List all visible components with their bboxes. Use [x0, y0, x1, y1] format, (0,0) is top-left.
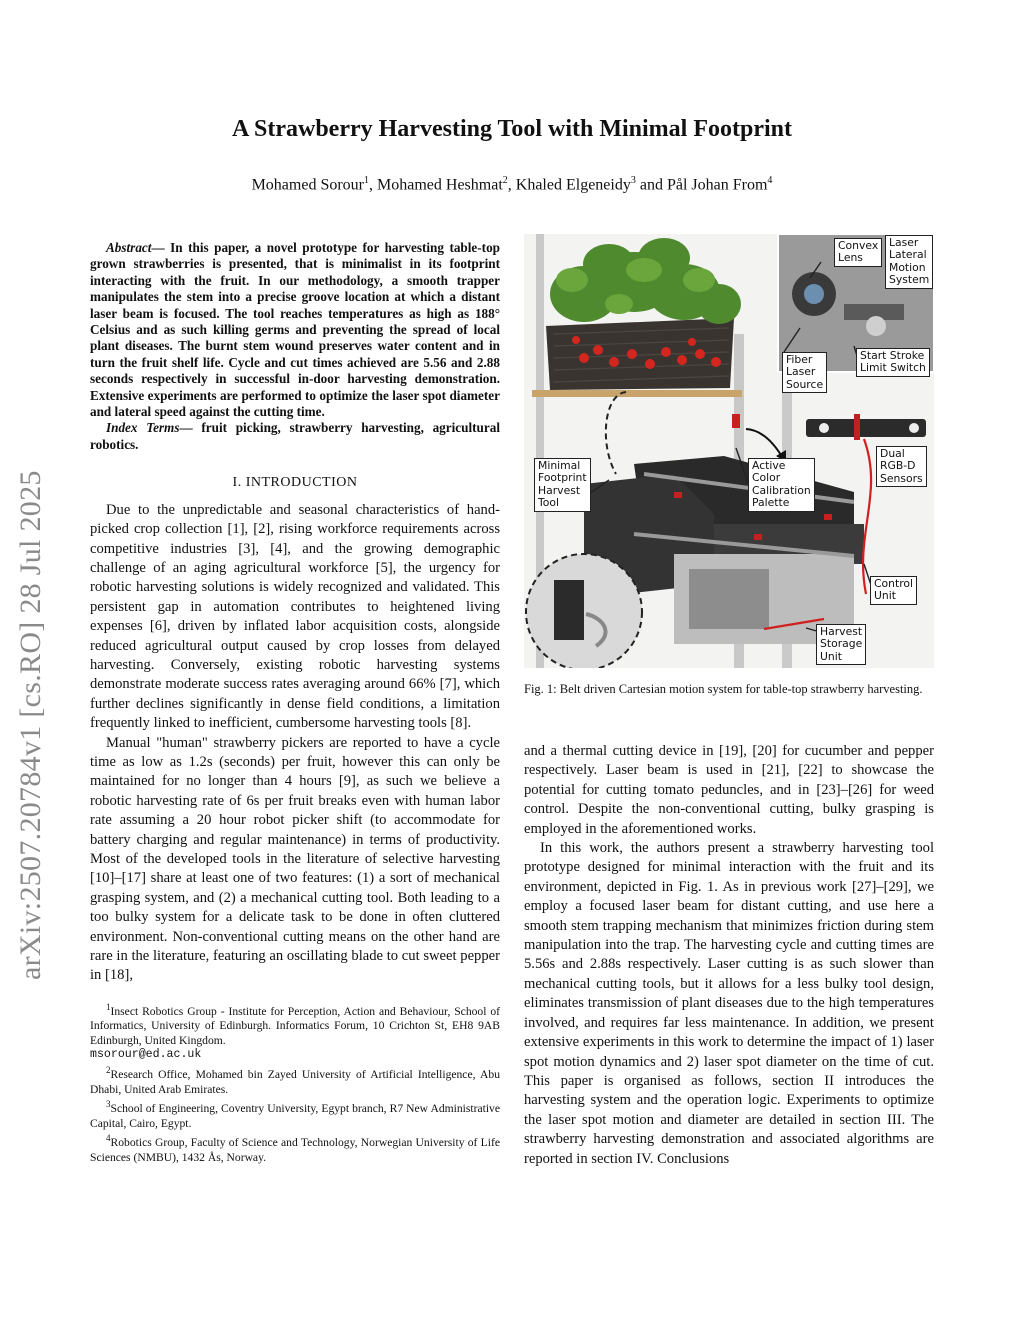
- author-affiliation-mark: 2: [502, 175, 508, 186]
- section-number: I.: [232, 475, 242, 491]
- label-laser-lateral-motion-system: Laser Lateral Motion System: [885, 235, 933, 289]
- footnote: $^3$School of Engineering, Coventry University, Egypt branch, R7 New Administrative Capital, Cairo, Egypt.: [90, 1099, 500, 1130]
- label-convex-lens: Convex Lens: [834, 238, 882, 267]
- right-column: [524, 742, 934, 1169]
- author-name: Pål Johan From: [666, 176, 768, 194]
- label-active-color-calibration-palette: Active Color Calibration Palette: [748, 458, 815, 512]
- footnote-text: School of Engineering, Coventry University, Egypt branch, R7 New Administrative Capital, Cairo, Egypt.: [90, 1101, 500, 1130]
- body-paragraph: Manual "human" strawberry pickers are reported to have a cycle time as low as 1.2s (seconds) per fruit, however this can only be maintained for no longer than 4 hours [9], as such we believe a robotic harvesting rate of 6s per fruit breaks even with human labor rate assuming a 20 hour robot picker shift (to accommodate for battery charging and regular maintenance) in terms of productivity. Most of the developed tools in the literature of selective harvesting [10]–[17] share at least one of two features: (1) a sort of mechanical grasping system, and (2) a mechanical cutting tool. Both leading to a too bulky system for a delicate task to be done in often cluttered environment. Non-conventional cutting means on the other hand are rare in the literature, featuring an oscillating blade to cut sweet pepper in [18],: [90, 734, 500, 984]
- figure-caption: Fig. 1: Belt driven Cartesian motion system for table-top strawberry harvesting.: [524, 682, 923, 696]
- figure-1: [524, 234, 934, 668]
- section-title: INTRODUCTION: [245, 475, 358, 491]
- footnote-text: Robotics Group, Faculty of Science and Technology, Norwegian University of Life Sciences (NMBU), 1432 Ås, Norway.: [90, 1136, 500, 1164]
- footnotes: [90, 1000, 500, 1165]
- left-column: [90, 240, 500, 1165]
- arxiv-stamp: arXiv:2507.20784v1 [cs.RO] 28 Jul 2025: [14, 470, 47, 980]
- body-paragraph: and a thermal cutting device in [19], [20] for cucumber and pepper respectively. Laser beam is used in [21], [22] to showcase the potential for cutting tomato peduncles, and in [23]–[26] for weed control. Despite the non-conventional cutting, bulky grasping is employed in the aforementioned works.: [524, 743, 934, 837]
- author-name: Khaled Elgeneidy: [515, 176, 631, 194]
- abstract: [90, 240, 500, 420]
- footnote: $^1$Insect Robotics Group - Institute for Perception, Action and Behaviour, School of Informatics, University of Edinburgh. Informatics Forum, 10 Crichton St, EH8 9AB Edinburgh, United Kingdom.: [90, 1001, 500, 1047]
- index-terms: [90, 420, 500, 453]
- author-affiliation-mark: 4: [767, 175, 773, 186]
- index-terms-text: — fruit picking, strawberry harvesting, agricultural robotics.: [90, 420, 500, 452]
- body-paragraph: In this work, the authors present a strawberry harvesting tool prototype designed for minimal interaction with the fruit and its environment, depicted in Fig. 1. As in previous work [27]–[29], we employ a focused laser beam for distant cutting, and use here a smooth stem trapping mechanism that minimizes friction during stem manipulation into the trap. The harvesting cycle and cutting times are 5.56s and 2.88s respectively. Laser cutting is as such slower than mechanical cutting tools, but it allows for a less bulky tool design, eliminates transmission of plant diseases due to the high temperatures involved, and requires far less maintenance. In addition, we present extensive experiments in this work to determine the impact of 1) laser spot motion dynamics and 2) laser spot diameter on the time of cut. This paper is organised as follows, section II introduces the harvesting system and the operation logic. Experiments to optimize the laser spot motion and diameter are detailed in section III. The strawberry harvesting demonstration and associated algorithms are reported in section IV. Conclusions: [524, 840, 934, 1167]
- label-dual-rgbd-sensors: Dual RGB-D Sensors: [876, 446, 927, 487]
- footnote-text: Insect Robotics Group - Institute for Perception, Action and Behaviour, School of Informatics, University of Edinburgh. Informatics Forum, 10 Crichton St, EH8 9AB Edinburgh, United Kingdom.: [90, 1004, 500, 1047]
- author-affiliation-mark: 1: [364, 175, 370, 186]
- author-affiliation-mark: 3: [630, 175, 636, 186]
- author-name: Mohamed Heshmat: [377, 176, 503, 194]
- label-harvest-storage-unit: Harvest Storage Unit: [816, 624, 866, 665]
- author-name: Mohamed Sorour: [251, 176, 365, 194]
- paper-title: A Strawberry Harvesting Tool with Minimal Footprint: [232, 116, 792, 142]
- author-list: Mohamed Sorour$^1$, Mohamed Heshmat$^2$, Khaled Elgeneidy$^3$ and Pål Johan From$^4$: [251, 175, 773, 194]
- body-paragraph: Due to the unpredictable and seasonal characteristics of hand-picked crop collection [1], [2], rising workforce requirements across competitive industries [3], [4], and the growing demographic challenge of an aging agricultural workforce [5], the urgency for robotic harvesting solutions is widely recognized and validated. This persistent gap in automation contributes to heightened living expenses [6], driven by inflated labor acquisition costs, alongside reduced agricultural output caused by crop losses from delayed harvesting. Conversely, existing robotic harvesting systems demonstrate moderate success rates averaging around 66% [7], which further declines significantly in dense field conditions, a limitation frequently linked to inefficient, cumbersome harvesting tools [8].: [90, 501, 500, 732]
- label-start-stroke-limit-switch: Start Stroke Limit Switch: [856, 348, 930, 377]
- abstract-lead: Abstract: [106, 240, 152, 255]
- footnote-text: Research Office, Mohamed bin Zayed University of Artificial Intelligence, Abu Dhabi, United Arab Emirates.: [90, 1067, 500, 1096]
- index-terms-lead: Index Terms: [106, 420, 180, 436]
- label-control-unit: Control Unit: [870, 576, 917, 605]
- section-heading: [90, 473, 500, 492]
- abstract-text: — In this paper, a novel prototype for harvesting table-top grown strawberries is presented, that is minimalist in its footprint interacting with the fruit. In our methodology, a smooth trapper manipulates the stem into a precise groove location at which a distant laser beam is focused. The tool reaches temperatures as high as 188° Celsius and as such killing germs and preventing the spread of local plant diseases. The burnt stem wound preserves water content and in turn the fruit shelf life. Cycle and cut times achieved are 5.56 and 2.88 seconds respectively in successful in-door harvesting demonstration. Extensive experiments are performed to optimize the laser spot diameter and lateral speed against the cutting time.: [90, 240, 500, 420]
- footnote: $^4$Robotics Group, Faculty of Science and Technology, Norwegian University of Life Sciences (NMBU), 1432 Ås, Norway.: [90, 1133, 500, 1164]
- footnote: $^2$Research Office, Mohamed bin Zayed University of Artificial Intelligence, Abu Dhabi, United Arab Emirates.: [90, 1065, 500, 1096]
- email-link[interactable]: msorour@ed.ac.uk: [90, 1048, 202, 1062]
- label-minimal-footprint-harvest-tool: Minimal Footprint Harvest Tool: [534, 458, 591, 512]
- label-fiber-laser-source: Fiber Laser Source: [782, 352, 827, 393]
